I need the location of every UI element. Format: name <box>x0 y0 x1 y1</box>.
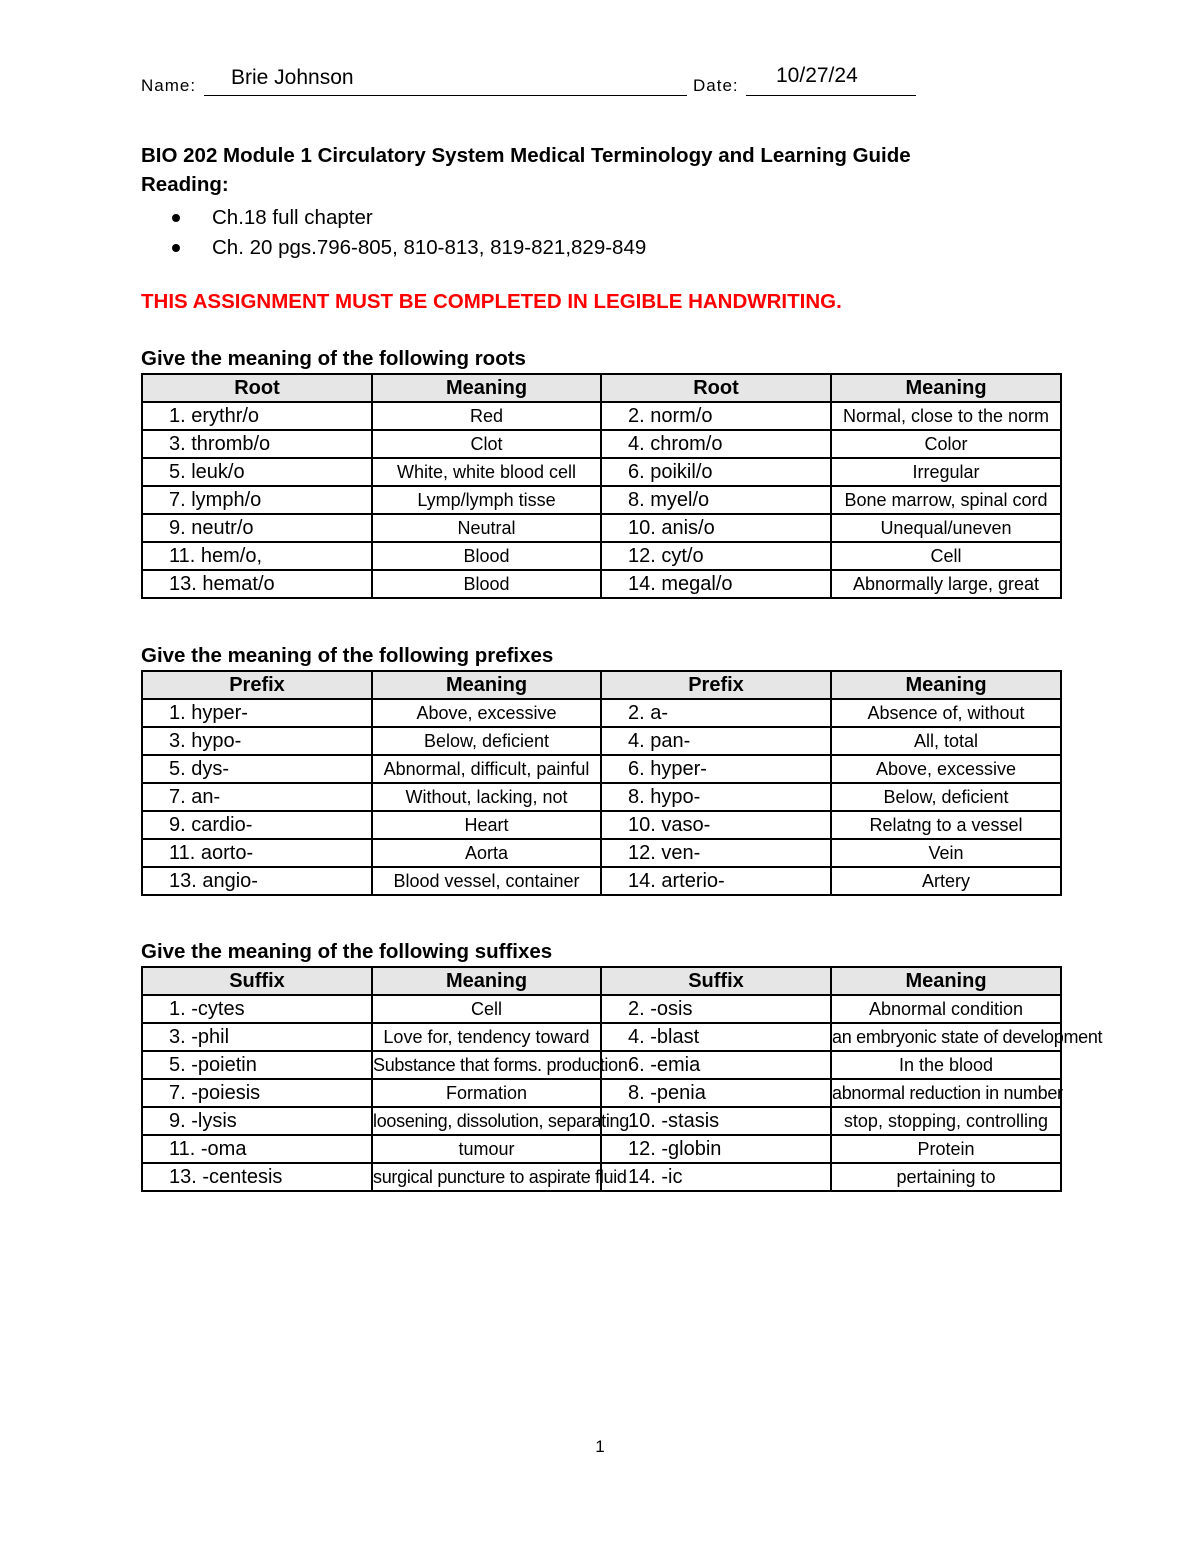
table-row <box>142 867 1061 895</box>
answer-cell[interactable]: Abnormal condition <box>831 995 1061 1023</box>
answer-cell[interactable]: Substance that forms. production <box>372 1051 601 1079</box>
answer-cell[interactable]: Above, excessive <box>372 699 601 727</box>
table-row <box>142 755 1061 783</box>
answer-cell[interactable]: Cell <box>831 542 1061 570</box>
date-label: Date: <box>693 76 739 95</box>
answer-cell[interactable]: Love for, tendency toward <box>372 1023 601 1051</box>
term-cell: 1. hyper- <box>142 699 372 727</box>
term-cell: 5. dys- <box>142 755 372 783</box>
term-cell: 4. chrom/o <box>601 430 831 458</box>
term-cell: 9. cardio- <box>142 811 372 839</box>
term-cell: 7. an- <box>142 783 372 811</box>
term-cell: 5. -poietin <box>142 1051 372 1079</box>
term-cell: 12. ven- <box>601 839 831 867</box>
answer-cell[interactable]: Clot <box>372 430 601 458</box>
prefixes-table <box>141 670 1062 896</box>
term-cell: 2. a- <box>601 699 831 727</box>
table-row <box>142 995 1061 1023</box>
table-header-row <box>142 967 1061 995</box>
answer-cell[interactable]: White, white blood cell <box>372 458 601 486</box>
table-header-row <box>142 374 1061 402</box>
name-value[interactable]: Brie Johnson <box>231 66 354 89</box>
table-row <box>142 839 1061 867</box>
table-row <box>142 1107 1061 1135</box>
answer-cell[interactable]: tumour <box>372 1135 601 1163</box>
table-row <box>142 1051 1061 1079</box>
term-cell: 12. -globin <box>601 1135 831 1163</box>
answer-cell[interactable]: surgical puncture to aspirate fluid <box>372 1163 601 1191</box>
answer-cell[interactable]: Protein <box>831 1135 1061 1163</box>
table-row <box>142 570 1061 598</box>
column-header: Prefix <box>601 671 831 699</box>
date-value[interactable]: 10/27/24 <box>776 64 858 87</box>
term-cell: 9. -lysis <box>142 1107 372 1135</box>
term-cell: 12. cyt/o <box>601 542 831 570</box>
page-title: BIO 202 Module 1 Circulatory System Medical Terminology and Learning Guide <box>141 144 911 167</box>
answer-cell[interactable]: Vein <box>831 839 1061 867</box>
reading-item: Ch. 20 pgs.796-805, 810-813, 819-821,829-849 <box>172 233 646 263</box>
term-cell: 14. arterio- <box>601 867 831 895</box>
answer-cell[interactable]: Below, deficient <box>372 727 601 755</box>
page-number: 1 <box>595 1437 605 1456</box>
term-cell: 5. leuk/o <box>142 458 372 486</box>
table-row <box>142 811 1061 839</box>
answer-cell[interactable]: In the blood <box>831 1051 1061 1079</box>
term-cell: 4. pan- <box>601 727 831 755</box>
answer-cell[interactable]: Heart <box>372 811 601 839</box>
term-cell: 6. hyper- <box>601 755 831 783</box>
answer-cell[interactable]: Normal, close to the norm <box>831 402 1061 430</box>
answer-cell[interactable]: Irregular <box>831 458 1061 486</box>
table-row <box>142 514 1061 542</box>
table-header-row <box>142 671 1061 699</box>
answer-cell[interactable]: abnormal reduction in number <box>831 1079 1061 1107</box>
reading-item: Ch.18 full chapter <box>172 203 646 233</box>
roots-heading: Give the meaning of the following roots <box>141 347 526 370</box>
table-row <box>142 699 1061 727</box>
term-cell: 2. norm/o <box>601 402 831 430</box>
answer-cell[interactable]: loosening, dissolution, separating <box>372 1107 601 1135</box>
table-row <box>142 458 1061 486</box>
term-cell: 2. -osis <box>601 995 831 1023</box>
answer-cell[interactable]: Blood <box>372 570 601 598</box>
term-cell: 11. hem/o, <box>142 542 372 570</box>
term-cell: 6. -emia <box>601 1051 831 1079</box>
bullet-icon <box>172 214 180 222</box>
column-header: Root <box>601 374 831 402</box>
table-row <box>142 1135 1061 1163</box>
column-header: Meaning <box>831 967 1061 995</box>
term-cell: 13. hemat/o <box>142 570 372 598</box>
reading-label: Reading: <box>141 173 229 196</box>
column-header: Meaning <box>372 967 601 995</box>
answer-cell[interactable]: an embryonic state of development <box>831 1023 1061 1051</box>
answer-cell[interactable]: stop, stopping, controlling <box>831 1107 1061 1135</box>
term-cell: 8. myel/o <box>601 486 831 514</box>
name-label: Name: <box>141 76 197 95</box>
answer-cell[interactable]: Relatng to a vessel <box>831 811 1061 839</box>
prefixes-heading: Give the meaning of the following prefixes <box>141 644 554 667</box>
term-cell: 6. poikil/o <box>601 458 831 486</box>
answer-cell[interactable]: Red <box>372 402 601 430</box>
answer-cell[interactable]: Above, excessive <box>831 755 1061 783</box>
answer-cell[interactable]: Abnormal, difficult, painful <box>372 755 601 783</box>
table-row <box>142 402 1061 430</box>
term-cell: 11. -oma <box>142 1135 372 1163</box>
answer-cell[interactable]: Aorta <box>372 839 601 867</box>
roots-table <box>141 373 1062 599</box>
answer-cell[interactable]: Unequal/uneven <box>831 514 1061 542</box>
answer-cell[interactable]: Cell <box>372 995 601 1023</box>
column-header: Suffix <box>601 967 831 995</box>
bullet-icon <box>172 244 180 252</box>
term-cell: 1. erythr/o <box>142 402 372 430</box>
suffixes-table <box>141 966 1103 1192</box>
answer-cell[interactable]: Blood <box>372 542 601 570</box>
table-row <box>142 1163 1061 1191</box>
answer-cell[interactable]: All, total <box>831 727 1061 755</box>
table-row <box>142 542 1061 570</box>
term-cell: 8. -penia <box>601 1079 831 1107</box>
column-header: Meaning <box>372 671 601 699</box>
term-cell: 3. thromb/o <box>142 430 372 458</box>
term-cell: 14. megal/o <box>601 570 831 598</box>
handwriting-warning: THIS ASSIGNMENT MUST BE COMPLETED IN LEGIBLE HANDWRITING. <box>141 290 842 313</box>
answer-cell[interactable]: Lymp/lymph tisse <box>372 486 601 514</box>
table-row <box>142 1079 1061 1107</box>
suffixes-heading: Give the meaning of the following suffixes <box>141 940 553 963</box>
term-cell: 13. -centesis <box>142 1163 372 1191</box>
term-cell: 10. vaso- <box>601 811 831 839</box>
answer-cell[interactable]: Blood vessel, container <box>372 867 601 895</box>
table-row <box>142 783 1061 811</box>
column-header: Suffix <box>142 967 372 995</box>
column-header: Meaning <box>372 374 601 402</box>
answer-cell[interactable]: Artery <box>831 867 1061 895</box>
term-cell: 3. -phil <box>142 1023 372 1051</box>
answer-cell[interactable]: Bone marrow, spinal cord <box>831 486 1061 514</box>
answer-cell[interactable]: Abnormally large, great <box>831 570 1061 598</box>
answer-cell[interactable]: Color <box>831 430 1061 458</box>
table-row <box>142 430 1061 458</box>
term-cell: 4. -blast <box>601 1023 831 1051</box>
column-header: Prefix <box>142 671 372 699</box>
answer-cell[interactable]: Formation <box>372 1079 601 1107</box>
term-cell: 9. neutr/o <box>142 514 372 542</box>
term-cell: 3. hypo- <box>142 727 372 755</box>
name-date-row <box>141 62 921 98</box>
term-cell: 8. hypo- <box>601 783 831 811</box>
table-row <box>142 1023 1061 1051</box>
column-header: Meaning <box>831 374 1061 402</box>
term-cell: 7. -poiesis <box>142 1079 372 1107</box>
term-cell: 13. angio- <box>142 867 372 895</box>
answer-cell[interactable]: Absence of, without <box>831 699 1061 727</box>
table-row <box>142 486 1061 514</box>
date-line <box>746 95 916 96</box>
term-cell: 10. -stasis <box>601 1107 831 1135</box>
table-row <box>142 727 1061 755</box>
term-cell: 11. aorto- <box>142 839 372 867</box>
answer-cell[interactable]: Below, deficient <box>831 783 1061 811</box>
term-cell: 10. anis/o <box>601 514 831 542</box>
reading-list <box>172 203 646 263</box>
name-line <box>204 95 687 96</box>
answer-cell[interactable]: Without, lacking, not <box>372 783 601 811</box>
term-cell: 1. -cytes <box>142 995 372 1023</box>
term-cell: 14. -ic <box>601 1163 831 1191</box>
answer-cell[interactable]: pertaining to <box>831 1163 1061 1191</box>
answer-cell[interactable]: Neutral <box>372 514 601 542</box>
column-header: Root <box>142 374 372 402</box>
term-cell: 7. lymph/o <box>142 486 372 514</box>
column-header: Meaning <box>831 671 1061 699</box>
